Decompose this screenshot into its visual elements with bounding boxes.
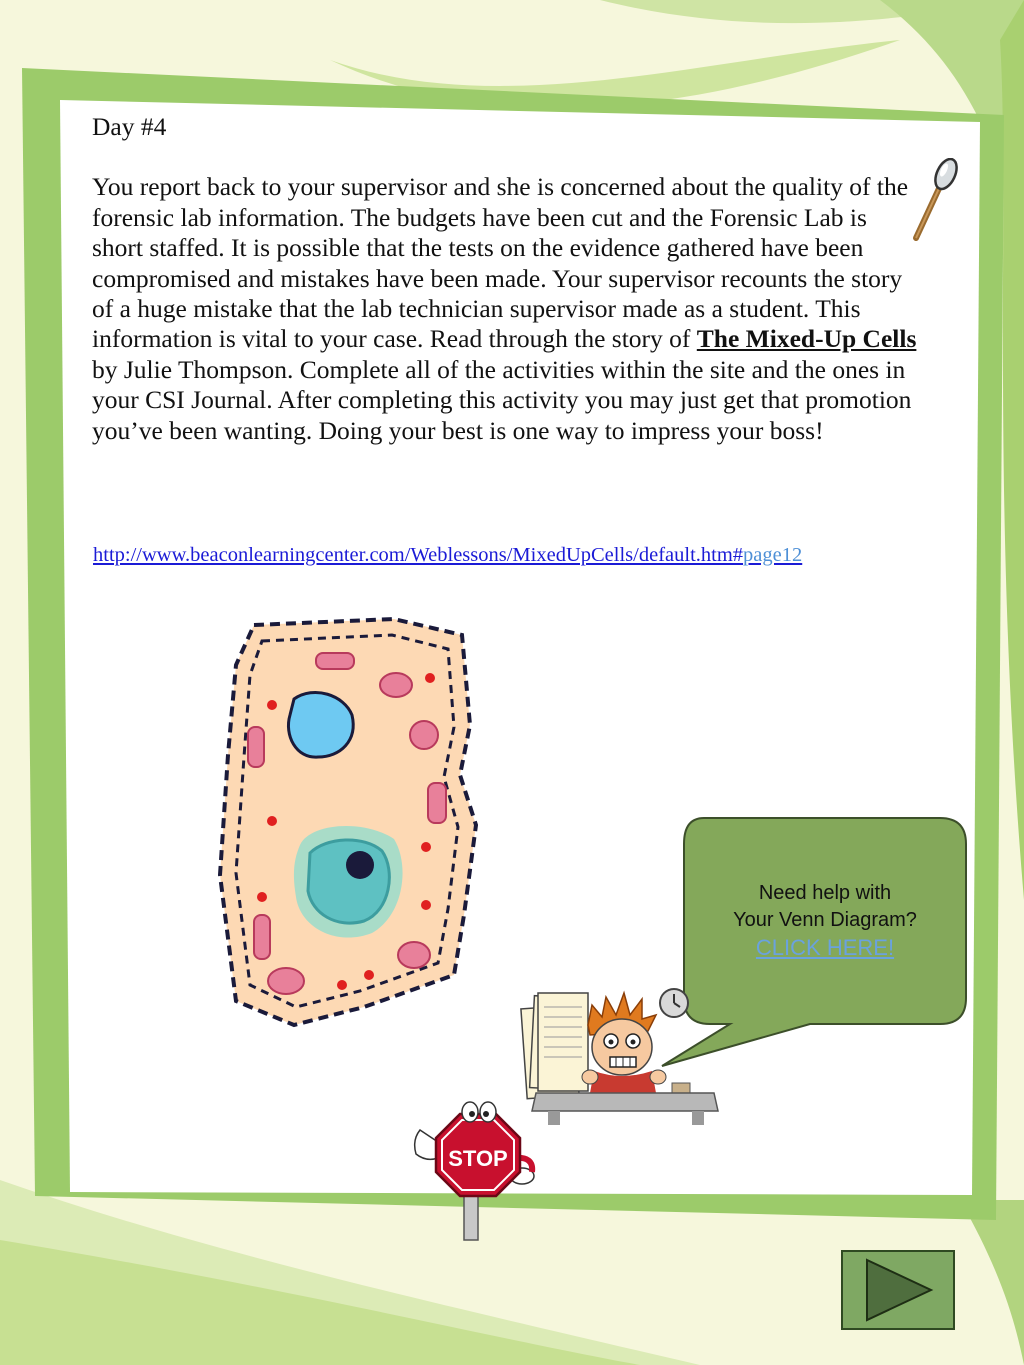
beacon-url-link[interactable] [93,544,802,567]
venn-help-callout [700,880,950,961]
click-here-link[interactable]: CLICK HERE! [755,935,895,960]
story-paragraph [92,172,922,446]
magnifying-glass-icon [908,158,960,242]
story-intro: You report back to your supervisor and she is concerned about the quality of the forensic lab information. The budgets have been cut and the Forensic Lab is short staffed. It is possible that the tests on the evidence gathered have been compromised and mistakes have been made. Your supervisor recounts the story of a huge mistake that the lab technician supervisor made as a student. This information is vital to your case. Read through the story of [92,172,909,354]
story-outro: by Julie Thompson. Complete all of the activities within the site and the ones in your CSI Journal. After completing this activity you may just get that promotion you’ve been wanting. Doing your best is one way to impress your boss! [92,354,912,445]
story-text-block [92,112,922,446]
animal-cell-illustration [214,615,486,1031]
callout-line-1: Need help with [758,882,892,904]
day-label: Day #4 [92,112,167,141]
story-title-link[interactable]: The Mixed-Up Cells [696,324,917,354]
url-main: http://www.beaconlearningcenter.com/Weblessons/MixedUpCells/default.htm# [93,544,744,566]
callout-line-2: Your Venn Diagram? [733,909,917,931]
url-anchor: page12 [743,544,803,566]
stop-sign-character [404,1100,544,1242]
next-slide-button[interactable] [841,1250,955,1330]
stressed-worker-illustration [518,985,720,1127]
stop-sign-text: STOP [448,1146,508,1171]
